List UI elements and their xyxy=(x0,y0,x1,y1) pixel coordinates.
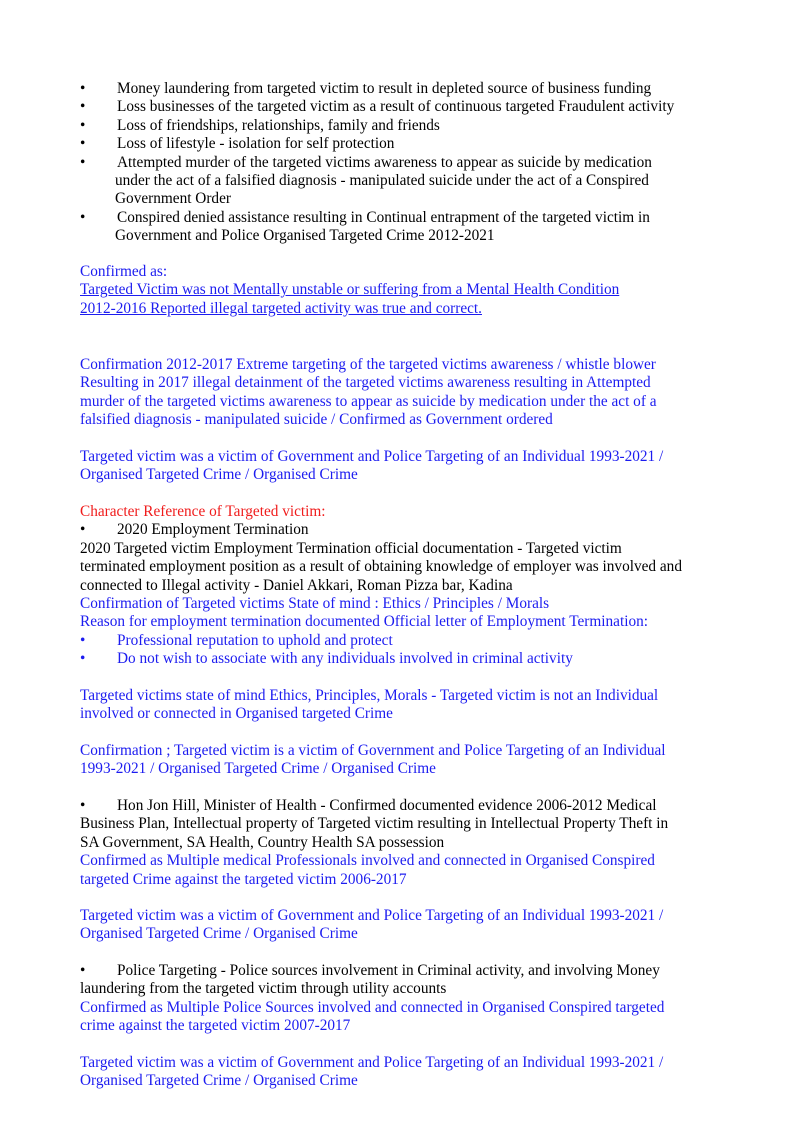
list-item xyxy=(80,797,720,815)
bullet-glyph: • xyxy=(80,650,86,668)
list-item xyxy=(80,154,720,209)
paragraph-line: Targeted victim was a victim of Government and Police Targeting of an Individual 1993-2021 / xyxy=(80,1054,664,1071)
list-item-text: Police Targeting - Police sources involvement in Criminal activity, and involving Money xyxy=(117,962,660,979)
list-item xyxy=(80,650,730,668)
police-section xyxy=(80,962,720,1036)
bullet-glyph: • xyxy=(80,116,86,134)
list-item-text: Loss businesses of the targeted victim as a result of continuous targeted Fraudulent activity xyxy=(117,98,675,116)
paragraph-line: Organised Targeted Crime / Organised Crime xyxy=(80,1072,358,1090)
paragraph-line: Resulting in 2017 illegal detainment of the targeted victims awareness resulting in Attempted xyxy=(80,374,651,392)
list-item xyxy=(80,962,720,980)
list-item xyxy=(80,521,730,539)
paragraph-line: falsified diagnosis - manipulated suicide / Confirmed as Government ordered xyxy=(80,411,553,429)
list-item-text: Loss of lifestyle - isolation for self protection xyxy=(117,135,395,153)
confirmation-2017-paragraph xyxy=(80,356,720,430)
paragraph-line: SA Government, SA Health, Country Health SA possession xyxy=(80,833,445,851)
list-item-text: Professional reputation to uphold and protect xyxy=(117,631,393,649)
bullet-glyph: • xyxy=(80,135,86,153)
list-item-text: Conspired denied assistance resulting in Continual entrapment of the targeted victim in xyxy=(117,208,650,226)
paragraph-line: Confirmed as Multiple medical Professionals involved and connected in Organised Conspired xyxy=(80,852,655,870)
list-item-text: Hon Jon Hill, Minister of Health - Confirmed documented evidence 2006-2012 Medical xyxy=(117,797,657,814)
list-item-text: 2020 Employment Termination xyxy=(117,521,309,539)
character-reference-section xyxy=(80,503,730,669)
termination-reason-heading: Reason for employment termination documented Official letter of Employment Termination: xyxy=(80,613,649,631)
list-item xyxy=(80,209,720,246)
list-item-text: Government and Police Organised Targeted Crime 2012-2021 xyxy=(115,227,495,245)
paragraph-line: Confirmed as Multiple Police Sources involved and connected in Organised Conspired targeted xyxy=(80,998,665,1016)
confirmation-victim-paragraph xyxy=(80,742,720,779)
list-item xyxy=(80,80,720,98)
paragraph-line: Confirmation ; Targeted victim is a victim of Government and Police Targeting of an Individual xyxy=(80,742,666,759)
paragraph-line: connected to Illegal activity - Daniel Akkari, Roman Pizza bar, Kadina xyxy=(80,576,513,594)
confirmed-link-mental-health[interactable]: Targeted Victim was not Mentally unstable or suffering from a Mental Health Condition xyxy=(80,281,620,299)
paragraph-line: Confirmation 2012-2017 Extreme targeting of the targeted victims awareness / whistle blower xyxy=(80,356,656,373)
list-item xyxy=(80,135,720,153)
list-item-text: Attempted murder of the targeted victims awareness to appear as suicide by medication xyxy=(117,153,652,171)
victim-statement-1 xyxy=(80,448,720,485)
state-of-mind-paragraph xyxy=(80,687,720,724)
paragraph-line: 1993-2021 / Organised Targeted Crime / Organised Crime xyxy=(80,760,436,778)
paragraph-line: involved or connected in Organised targeted Crime xyxy=(80,705,393,723)
paragraph-line: Targeted victim was a victim of Government and Police Targeting of an Individual 1993-2021 / xyxy=(80,907,664,924)
list-item-text: Government Order xyxy=(115,190,231,208)
confirmed-heading: Confirmed as: xyxy=(80,263,168,280)
bullet-glyph: • xyxy=(80,153,86,171)
paragraph-line: Organised Targeted Crime / Organised Crime xyxy=(80,925,358,943)
paragraph-line: 2020 Targeted victim Employment Termination official documentation - Targeted victim xyxy=(80,539,622,557)
paragraph-line: crime against the targeted victim 2007-2017 xyxy=(80,1017,351,1035)
paragraph-line: Targeted victims state of mind Ethics, Principles, Morals - Targeted victim is not an Individual xyxy=(80,687,659,704)
confirmed-link-reported-activity[interactable]: 2012-2016 Reported illegal targeted activity was true and correct. xyxy=(80,299,482,317)
character-reference-heading: Character Reference of Targeted victim: xyxy=(80,503,326,520)
paragraph-line: Organised Targeted Crime / Organised Crime xyxy=(80,466,358,484)
list-item xyxy=(80,117,720,135)
paragraph-line: Business Plan, Intellectual property of Targeted victim resulting in Intellectual Property Theft in xyxy=(80,815,669,833)
paragraph-line: laundering from the targeted victim through utility accounts xyxy=(80,980,447,998)
list-item xyxy=(80,98,720,116)
victim-statement-3 xyxy=(80,1054,720,1091)
bullet-glyph: • xyxy=(80,797,86,814)
bullet-glyph: • xyxy=(80,962,86,979)
confirmed-section xyxy=(80,263,720,318)
bullet-glyph: • xyxy=(80,98,86,116)
list-item-text: Do not wish to associate with any individuals involved in criminal activity xyxy=(117,650,573,668)
list-item-text: Loss of friendships, relationships, family and friends xyxy=(117,116,440,134)
list-item xyxy=(80,632,730,650)
paragraph-line: terminated employment position as a result of obtaining knowledge of employer was involved and xyxy=(80,558,682,576)
list-item-text: Money laundering from targeted victim to result in depleted source of business funding xyxy=(117,80,652,97)
health-section xyxy=(80,797,720,889)
victim-statement-2 xyxy=(80,907,720,944)
bullet-glyph: • xyxy=(80,80,86,97)
bullet-glyph: • xyxy=(80,521,86,539)
bullet-glyph: • xyxy=(80,208,86,226)
bullet-glyph: • xyxy=(80,631,86,649)
paragraph-line: Targeted victim was a victim of Government and Police Targeting of an Individual 1993-2021 / xyxy=(80,448,664,465)
paragraph-line: targeted Crime against the targeted victim 2006-2017 xyxy=(80,870,407,888)
loss-bullet-list xyxy=(80,80,720,246)
paragraph-line: murder of the targeted victims awareness to appear as suicide by medication under the act of a xyxy=(80,392,657,410)
state-of-mind-confirmation: Confirmation of Targeted victims State of mind : Ethics / Principles / Morals xyxy=(80,595,550,613)
list-item-text: under the act of a falsified diagnosis - manipulated suicide under the act of a Conspired xyxy=(115,172,649,190)
